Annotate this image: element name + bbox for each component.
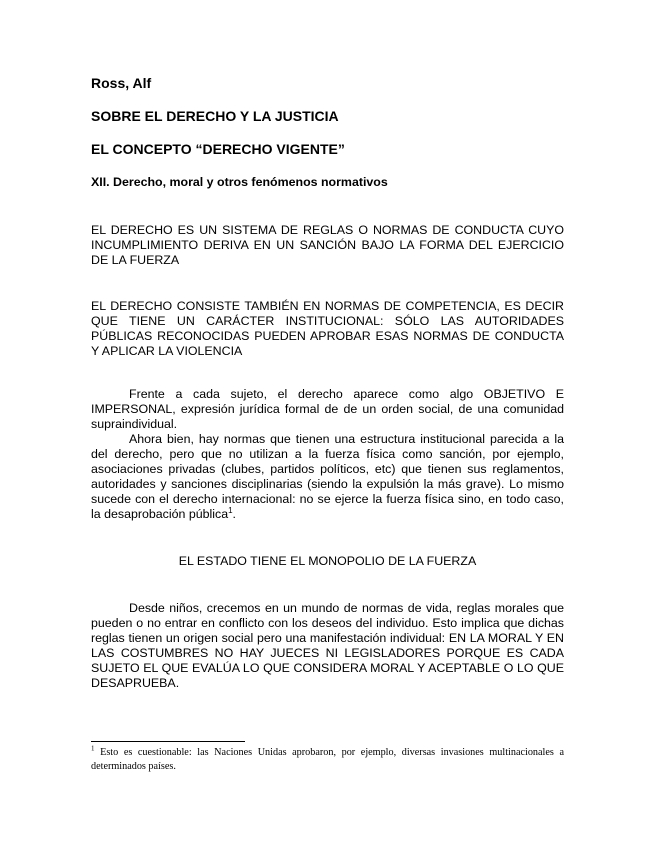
page-content bbox=[91, 76, 564, 703]
footnote-marker: 1 bbox=[91, 744, 95, 753]
center-heading: EL ESTADO TIENE EL MONOPOLIO DE LA FUERZA bbox=[178, 554, 477, 568]
book-title: SOBRE EL DERECHO Y LA JUSTICIA bbox=[91, 108, 339, 124]
thesis-statement-1: EL DERECHO ES UN SISTEMA DE REGLAS O NORMAS DE CONDUCTA CUYO INCUMPLIMIENTO DERIVA EN UN SANCIÓN BAJO LA FORMA DEL EJERCICIO DE LA FUERZA bbox=[91, 223, 564, 267]
footnote-separator bbox=[91, 741, 245, 742]
body-paragraph-2: Ahora bien, hay normas que tienen una estructura institucional parecida a la del derecho, pero que no utilizan a la fuerza física como sanción, por ejemplo, asociaciones privadas (clubes, partidos políticos, etc) que tienen sus reglamentos, autoridades y sanciones disciplinarias (siendo la expulsión la más grave). Lo mismo sucede con el derecho internacional: no se ejerce la fuerza física sino, en todo caso, la desaprobación pública$^1$. bbox=[91, 432, 564, 521]
body-paragraph-1: Frente a cada sujeto, el derecho aparece como algo OBJETIVO E IMPERSONAL, expresión jurídica formal de de un orden social, de una comunidad supraindividual. bbox=[91, 387, 564, 431]
footnote-reference[interactable]: 1 bbox=[228, 505, 233, 515]
chapter-title: EL CONCEPTO “DERECHO VIGENTE” bbox=[91, 141, 345, 157]
section-title: XII. Derecho, moral y otros fenómenos normativos bbox=[91, 175, 388, 189]
thesis-statement-2: EL DERECHO CONSISTE TAMBIÉN EN NORMAS DE COMPETENCIA, ES DECIR QUE TIENE UN CARÁCTER INSTITUCIONAL: SÓLO LAS AUTORIDADES PÚBLICAS RECONOCIDAS PUEDEN APROBAR ESAS NORMAS DE CONDUCTA Y APLICAR LA VIOLENCIA bbox=[91, 299, 564, 358]
body-paragraph-3: Desde niños, crecemos en un mundo de normas de vida, reglas morales que pueden o no entrar en conflicto con los deseos del individuo. Esto implica que dichas reglas tienen un origen social pero una manifestación individual: EN LA MORAL Y EN LAS COSTUMBRES NO HAY JUECES NI LEGISLADORES PORQUE ES CADA SUJETO EL QUE EVALÚA LO QUE CONSIDERA MORAL Y ACEPTABLE O LO QUE DESAPRUEBA. bbox=[91, 601, 564, 690]
footnote bbox=[91, 746, 564, 774]
body-paragraph-2-text: Ahora bien, hay normas que tienen una estructura institucional parecida a la del derecho, pero que no utilizan a la fuerza física como sanción, por ejemplo, asociaciones privadas (clubes, partidos políticos, etc) que tienen sus reglamentos, autoridades y sanciones disciplinarias (siendo la expulsión la más grave). Lo mismo sucede con el derecho internacional: no se ejerce la fuerza física sino, en todo caso, la desaprobación pública bbox=[91, 432, 564, 521]
author-name: Ross, Alf bbox=[91, 75, 152, 91]
footnote-text: Esto es cuestionable: las Naciones Unidas aprobaron, por ejemplo, diversas invasiones multinacionales a determinados países. bbox=[91, 747, 564, 772]
